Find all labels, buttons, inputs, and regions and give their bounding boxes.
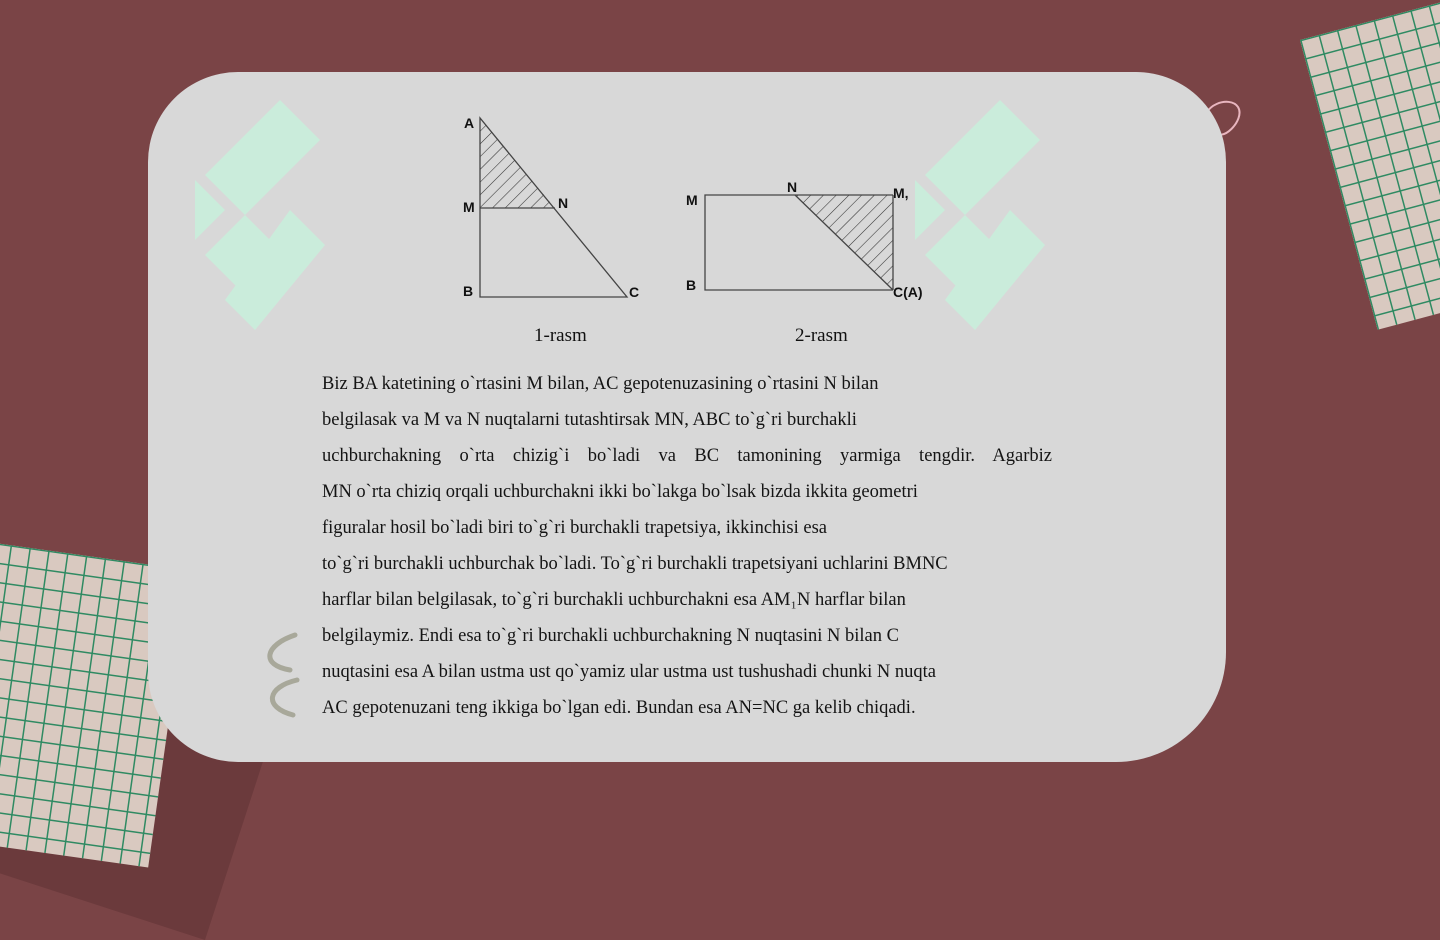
paragraph-line: to`g`ri burchakli uchburchak bo`ladi. To`g`ri burchakli trapetsiyani uchlarini BMNC xyxy=(322,554,948,574)
paragraph-line: MN o`rta chiziq orqali uchburchakni ikki bo`lakga bo`lsak bizda ikkita geometri xyxy=(322,482,918,502)
paragraph-line: Biz BA katetining o`rtasini M bilan, AC gepotenuzasining o`rtasini N bilan xyxy=(322,374,879,394)
figure-2-caption: 2-rasm xyxy=(795,325,848,346)
label-C: C xyxy=(629,284,640,300)
figure-1-caption: 1-rasm xyxy=(534,325,587,346)
paragraph-line: uchburchakning o`rta chizig`i bo`ladi va BC tamonining yarmiga tengdir. Agarbiz xyxy=(322,446,1052,466)
figure-1-triangle xyxy=(480,118,627,297)
paragraph-line: harflar bilan belgilasak, to`g`ri burchakli uchburchakni esa AM₁N harflar bilan xyxy=(322,590,906,610)
paragraph-line: belgilaymiz. Endi esa to`g`ri burchakli uchburchakning N nuqtasini N bilan C xyxy=(322,626,899,646)
label-B: B xyxy=(686,277,697,293)
label-M: M xyxy=(686,192,698,208)
explanation-paragraph xyxy=(322,366,1052,726)
paragraph-line: nuqtasini esa A bilan ustma ust qo`yamiz ular ustma ust tushushadi chunki N nuqta xyxy=(322,662,937,682)
label-M1: M, xyxy=(893,185,909,201)
label-N: N xyxy=(787,179,798,195)
label-N: N xyxy=(558,195,569,211)
figure-2-rectangle xyxy=(705,195,893,290)
label-A: A xyxy=(464,115,475,131)
label-B: B xyxy=(463,283,474,299)
label-CA: C(A) xyxy=(893,284,923,300)
label-M: M xyxy=(463,199,475,215)
paragraph-line: AC gepotenuzani teng ikkiga bo`lgan edi. Bundan esa AN=NC ga kelib chiqadi. xyxy=(322,698,916,718)
paragraph-line: figuralar hosil bo`ladi biri to`g`ri burchakli trapetsiya, ikkinchisi esa xyxy=(322,518,828,538)
paragraph-line: belgilasak va M va N nuqtalarni tutashtirsak MN, ABC to`g`ri burchakli xyxy=(322,410,857,430)
